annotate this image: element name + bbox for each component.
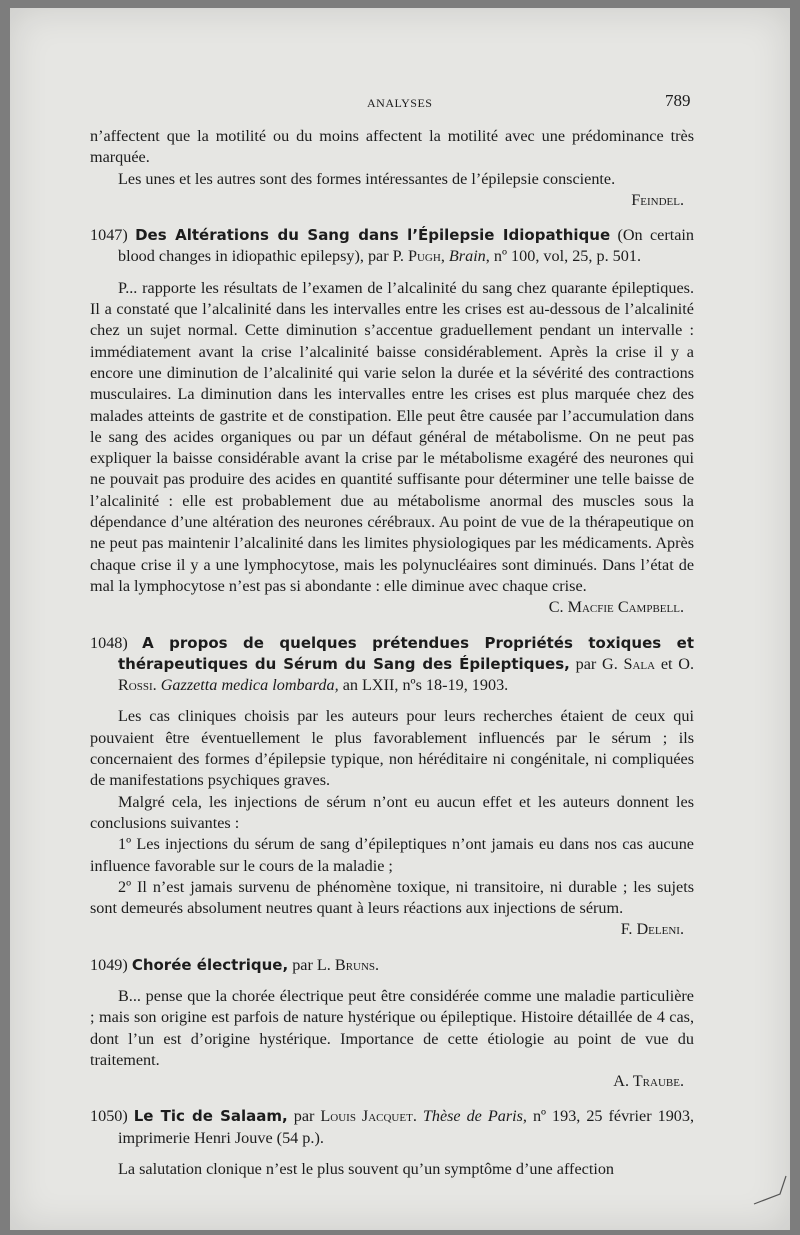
entry-1048-paragraph: Malgré cela, les injections de sérum n’ont eu aucun effet et les auteurs donnent les conclusions suivantes :	[90, 792, 694, 832]
entry-reference: et O.	[655, 654, 695, 673]
book-page	[10, 8, 790, 1230]
entry-1048-heading	[90, 633, 694, 697]
entry-reference: .	[412, 1107, 423, 1126]
entry-reference: .	[152, 676, 161, 695]
entry-title: Chorée électrique,	[131, 955, 289, 974]
entry-journal: Brain	[448, 247, 486, 266]
entry-author: Pugh	[407, 247, 441, 266]
intro-paragraph: n’affectent que la motilité ou du moins affectent la motilité avec une prédominance très marquée.	[90, 127, 694, 167]
entry-reference: (On certain blood changes in idiopathic epilepsy), par P.	[118, 226, 695, 266]
entry-author: Louis Jacquet	[320, 1107, 413, 1126]
running-title: ANALYSES	[367, 96, 433, 110]
entry-reference: .	[375, 955, 380, 974]
entry-reference: an LXII, nºs 18-19, 1903.	[338, 676, 509, 695]
entry-1048-paragraph: 1º Les injections du sérum de sang d’épileptiques n’ont jamais eu dans nos cas aucune influence favorable sur le cours de la maladie ;	[90, 835, 694, 875]
entry-reference: , nº 193, 25 février 1903, imprimerie Henri Jouve (54 p.).	[118, 1107, 695, 1147]
entry-journal: Thèse de Paris	[422, 1107, 523, 1126]
entry-author: Sala	[623, 654, 656, 673]
entry-number: 1049)	[90, 955, 128, 974]
entry-title: Des Altérations du Sang dans l’Épilepsie Idiopathique	[135, 226, 611, 245]
entry-title: Le Tic de Salaam,	[133, 1107, 288, 1126]
entry-1048-paragraph: 2º Il n’est jamais survenu de phénomène toxique, ni transitoire, ni durable ; les sujets sont demeurés absolument neutres quant à leurs réactions aux injections de sérum.	[90, 877, 694, 918]
entry-reference: par L.	[288, 955, 335, 974]
page-corner-mark	[750, 1170, 790, 1210]
page-header	[10, 91, 790, 115]
entry-reference: ,	[440, 247, 449, 266]
entry-1048-paragraph: Les cas cliniques choisis par les auteurs pour leurs recherches étaient de ceux qui pouvaient être éventuellement le plus favorablement influencés par le sérum ; ils concernaient des formes d’épilepsie typique, non héréditaire ni congénitale, ni compliquées de manifestations psychiques graves.	[90, 707, 694, 790]
entry-1049-body: B... pense que la chorée électrique peut être considérée comme une maladie particulière ; mais son origine est parfois de nature hystérique ou épileptique. Histoire détaillée de 4 cas, dont l’un est d’origine hystérique. Importance de cette étiologie au point de vue du traitement.	[90, 986, 694, 1069]
entry-reference: par	[287, 1107, 321, 1126]
entry-1048-signature: F. Deleni.	[620, 920, 684, 939]
entry-1047-heading	[90, 225, 694, 268]
entry-title: A propos de quelques prétendues Propriétés toxiques et thérapeutiques du Sérum du Sang des Épileptiques,	[118, 633, 695, 673]
page-content	[90, 126, 694, 1180]
entry-1049-signature: A. Traube.	[613, 1072, 684, 1091]
page-number: 789	[665, 91, 691, 110]
entry-1047-body: P... rapporte les résultats de l’examen de l’alcalinité du sang chez quarante épileptiques. Il a constaté que l’alcalinité dans les intervalles entre les crises est au-dessous de l’alcalinité chez un sujet normal. Cette diminution s’accentue graduellement pendant un intervalle : immédiatement avant la crise l’alcalinité baisse considérablement. Après la crise il y a encore une diminution de l’alcalinité qui varie selon la durée et la sévérité des contractions musculaires. La diminution dans les intervalles entre les crises est plus marquée chez des malades atteints de gastrite et de constipation. Elle peut être causée par l’accumulation dans le sang des acides organiques ou par un défaut général de métabolisme. On ne peut pas expliquer la baisse considérable avant la crise par le métabolisme exagéré des neurones qui ne pouvait pas produire des acides en quantité suffisante pour déterminer une telle baisse de l’alcalinité : elle est probablement due au métabolisme anormal des muscles sous la dépendance d’une altération des neurones cérébraux. Au point de vue de la thérapeutique on ne peut pas maintenir l’alcalinité dans les limites physiologiques par les médicaments. Après chaque crise il y a une lymphocytose, mais les polynucléaires sont diminués. Dans l’état de mal la lymphocytose n’est pas si abondante : elle diminue avec chaque crise.	[90, 278, 694, 595]
entry-number: 1050)	[90, 1107, 128, 1126]
entry-author: Rossi	[118, 676, 153, 695]
entry-journal: Gazzetta medica lombarda,	[160, 676, 339, 695]
entry-author: Bruns	[334, 955, 376, 974]
entry-reference: par G.	[569, 654, 624, 673]
entry-number: 1048)	[90, 633, 128, 652]
entry-1049-heading	[90, 955, 694, 976]
entry-1050-heading	[90, 1106, 694, 1149]
intro-signature: Feindel.	[631, 190, 684, 209]
entry-1047-signature: C. Macfie Campbell.	[548, 598, 684, 617]
entry-number: 1047)	[90, 226, 128, 245]
entry-1050-body: La salutation clonique n’est le plus souvent qu’un symptôme d’une affection	[118, 1160, 615, 1179]
intro-paragraph-2: Les unes et les autres sont des formes intéressantes de l’épilepsie consciente.	[118, 169, 616, 188]
entry-reference: , nº 100, vol, 25, p. 501.	[485, 247, 641, 266]
